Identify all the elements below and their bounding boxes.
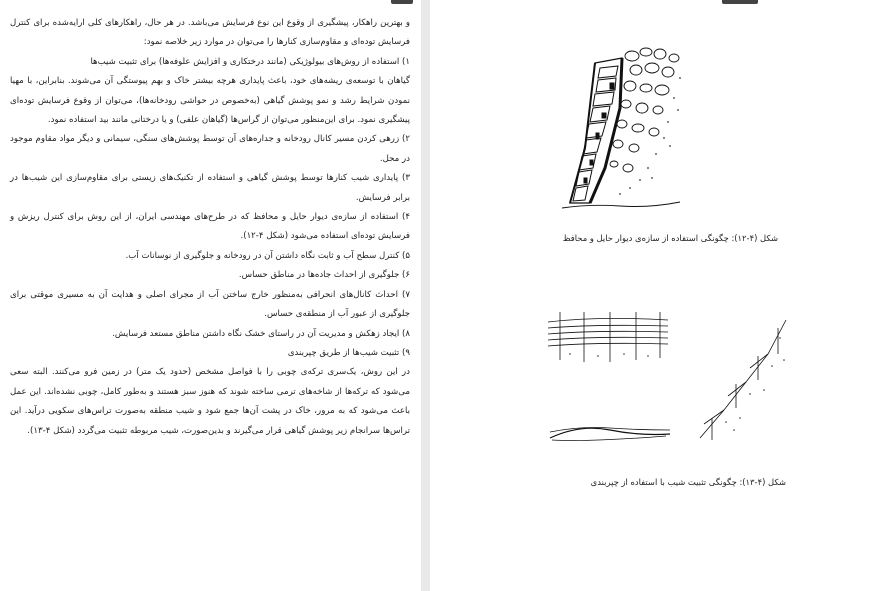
- right-page: [430, 0, 878, 591]
- figure-caption: شکل (۴-۱۲): چگونگی استفاده از سازه‌ی دیوار حایل و محافظ: [562, 233, 778, 243]
- left-page-text: [10, 14, 410, 441]
- paragraph: ۹) تثبیت شیب‌ها از طریق چپربندی: [287, 347, 410, 358]
- paragraph: و بهترین راهکار، پیشگیری از وقوع این نوع فرسایش می‌باشد. در هر حال، راهکارهای کلی ارایه‌شده برای کنترل فرسایش توده‌ای و مقاوم‌سازی کنارها را می‌توان در موارد زیر خلاصه نمود:: [10, 18, 410, 48]
- paragraph: ۳) پایداری شیب کنارها توسط پوشش گیاهی و استفاده از تکنیک‌های زیستی برای مقاوم‌سازی این شیب‌ها در برابر فرسایش.: [10, 173, 410, 203]
- paragraph: ۷) احداث کانال‌های انحرافی به‌منظور خارج ساختن آب از مجرای اصلی و هدایت آن به مسیری موقتی برای جلوگیری از عبور آب از منطقه‌ی حساس.: [10, 289, 410, 320]
- paragraph: گیاهان با توسعه‌ی ریشه‌های خود، باعث پایداری هرچه بیشتر خاک و بهم پیوستگی آن می‌شوند. بنابراین، با مهیا نمودن شرایط رشد و نمو پوشش گیاهی (به‌خصوص در حواشی رودخانه‌ها)، می‌توان از وقوع فرسایش توده‌ای پیشگیری نمود. برای این‌منظور می‌توان از گراس‌ها (گیاهان علفی) و یا درختانی مانند بید استفاده نمود.: [10, 76, 410, 126]
- paragraph: ۲) زرهی کردن مسیر کانال رودخانه و جداره‌های آن توسط پوشش‌های سنگی، سیمانی و دیگر مواد مقاوم موجود در محل.: [10, 134, 410, 164]
- cut-off-title: [722, 0, 758, 4]
- left-page: [0, 0, 421, 591]
- wattle-fence-figure: [540, 298, 800, 458]
- paragraph: ۸) ایجاد زهکش و مدیریت آن در راستای خشک نگاه داشتن مناطق مستعد فرسایش.: [112, 328, 410, 339]
- figure-caption: شکل (۴-۱۳): چگونگی تثبیت شیب با استفاده از چپربندی: [590, 477, 786, 487]
- cut-off-header: [391, 0, 413, 4]
- paragraph: ۱) استفاده از روش‌های بیولوژیکی (مانند درختکاری و افزایش علوفه‌ها) برای تثبیت شیب‌ها: [90, 56, 410, 67]
- paragraph: ۴) استفاده از سازه‌ی دیوار حایل و محافظ که در طرح‌های مهندسی ایران، از این روش برای کنترل ریزش و فرسایش توده‌ای استفاده می‌شود (شکل ۴-۱۲).: [10, 212, 410, 242]
- paragraph: ۶) جلوگیری از احداث جاده‌ها در مناطق حساس.: [238, 270, 410, 281]
- paragraph: ۵) کنترل سطح آب و ثابت نگاه داشتن آن در رودخانه و جلوگیری از نوسانات آب.: [125, 250, 410, 261]
- retaining-wall-figure: [560, 38, 700, 216]
- paragraph: در این روش، یک‌سری ترکه‌ی چوبی را با فواصل مشخص (حدود یک متر) در زمین فرو می‌کنند. البته سعی می‌شود که ترکه‌ها از شاخه‌های ترمی ساخته شوند که هنوز سبز هستند و به‌طور کامل، چوبی نشده‌اند. این عمل باعث می‌شود که به مرور، خاک در پشت آن‌ها جمع شود و شیب منطقه به‌صورت تراس‌های سکویی درآید. این تراس‌ها سرانجام زیر پوشش گیاهی قرار می‌گیرند و بدین‌صورت، شیب مربوطه تثبیت می‌گردد (شکل ۴-۱۳).: [10, 367, 410, 436]
